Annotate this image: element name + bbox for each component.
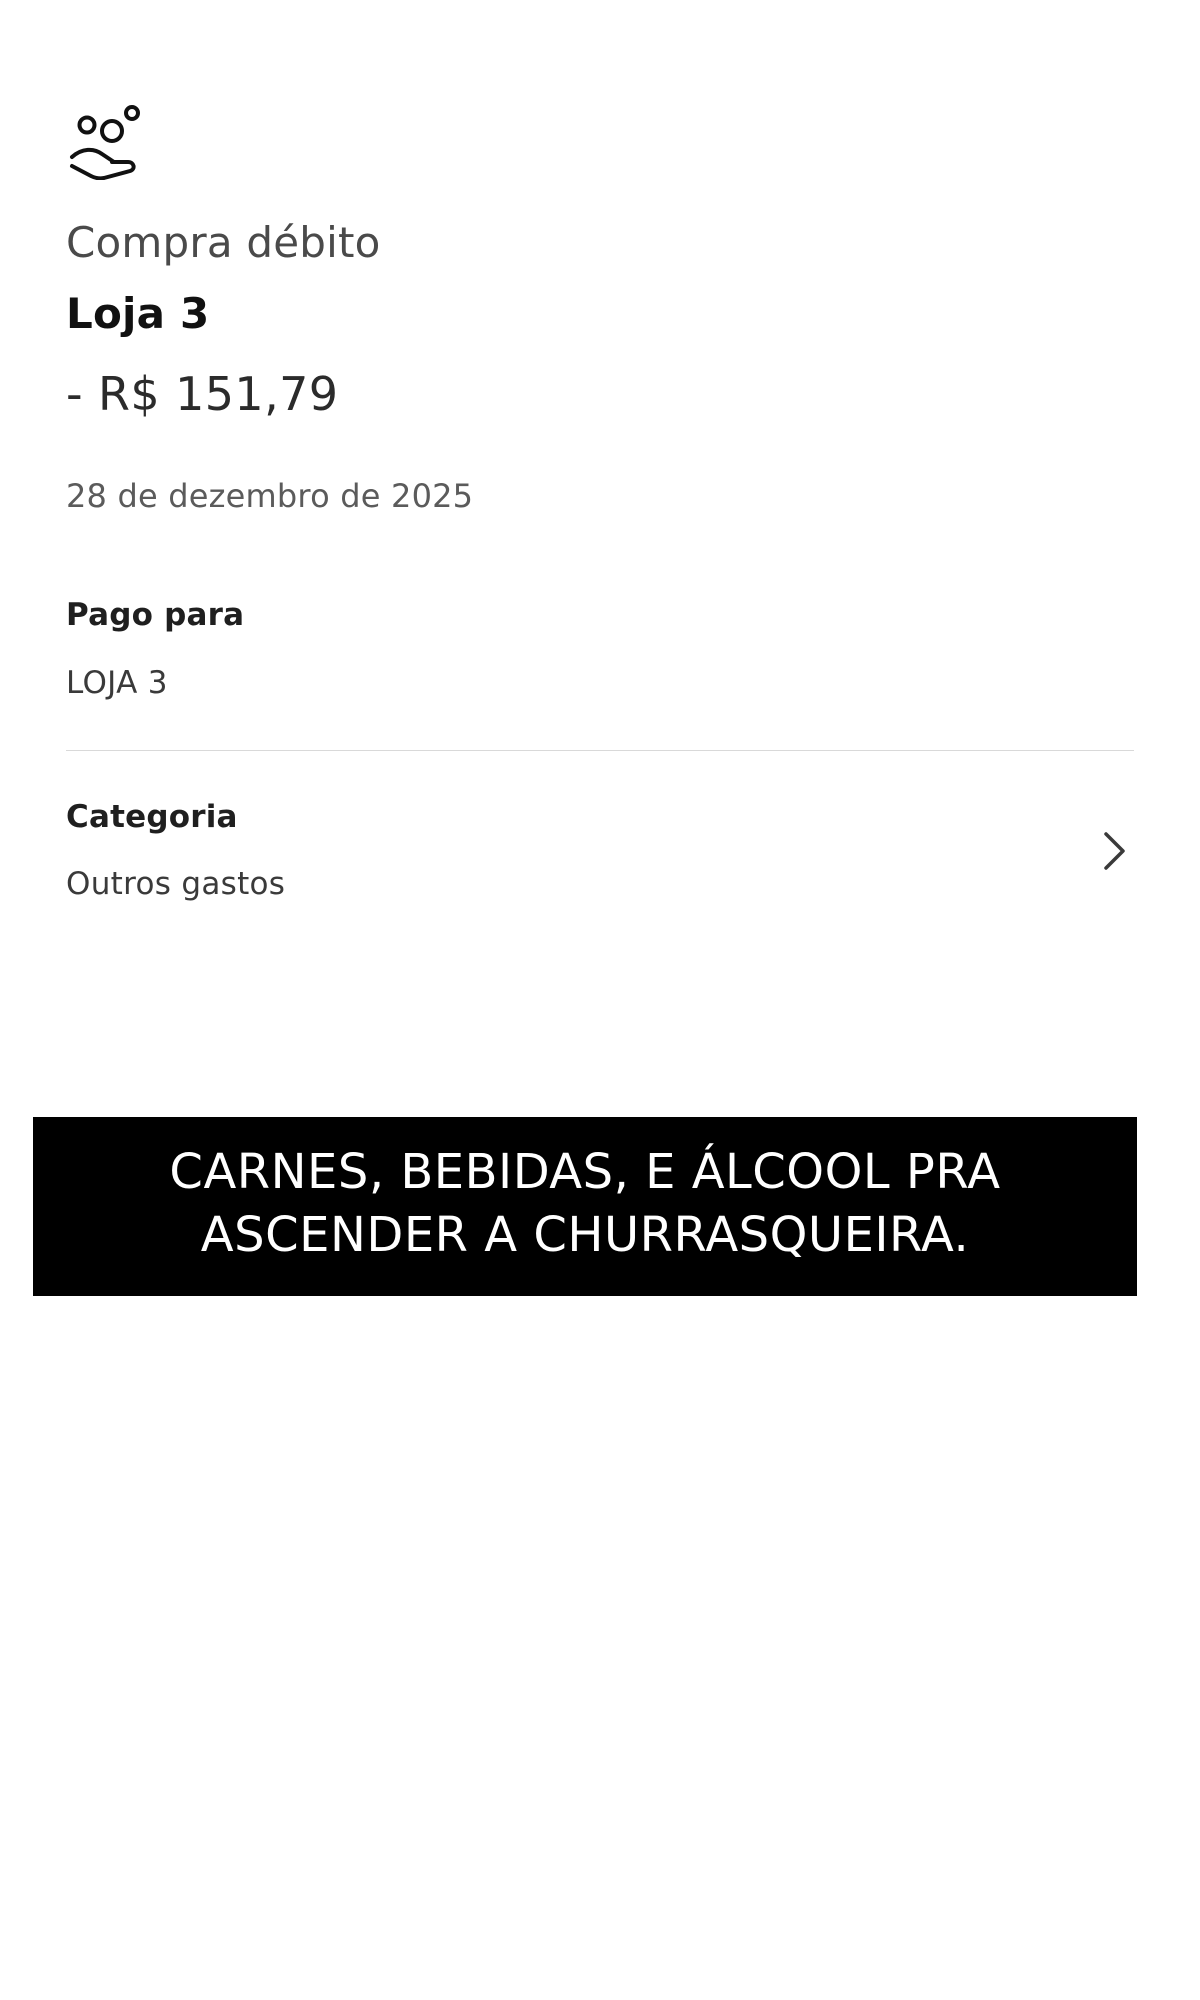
paid-to-label: Pago para <box>66 597 245 634</box>
transaction-amount: - R$ 151,79 <box>66 366 339 421</box>
hand-holding-coins-icon <box>66 0 1134 190</box>
note-banner-text: CARNES, BEBIDAS, E ÁLCOOL PRA ASCENDER A CHURRASQUEIRA. <box>169 1144 1001 1264</box>
paid-to-value: LOJA 3 <box>66 664 168 701</box>
paid-to-section <box>66 597 1134 701</box>
transaction-type: Compra débito <box>66 218 381 267</box>
transaction-merchant: Loja 3 <box>66 289 210 339</box>
note-banner <box>33 1117 1137 1296</box>
section-divider <box>66 750 1134 751</box>
chevron-right-icon[interactable] <box>1102 830 1128 872</box>
category-label: Categoria <box>66 798 238 835</box>
transaction-date: 28 de dezembro de 2025 <box>66 477 474 516</box>
category-row[interactable] <box>66 799 1134 903</box>
category-value: Outros gastos <box>66 866 286 903</box>
transaction-content <box>0 0 1200 903</box>
